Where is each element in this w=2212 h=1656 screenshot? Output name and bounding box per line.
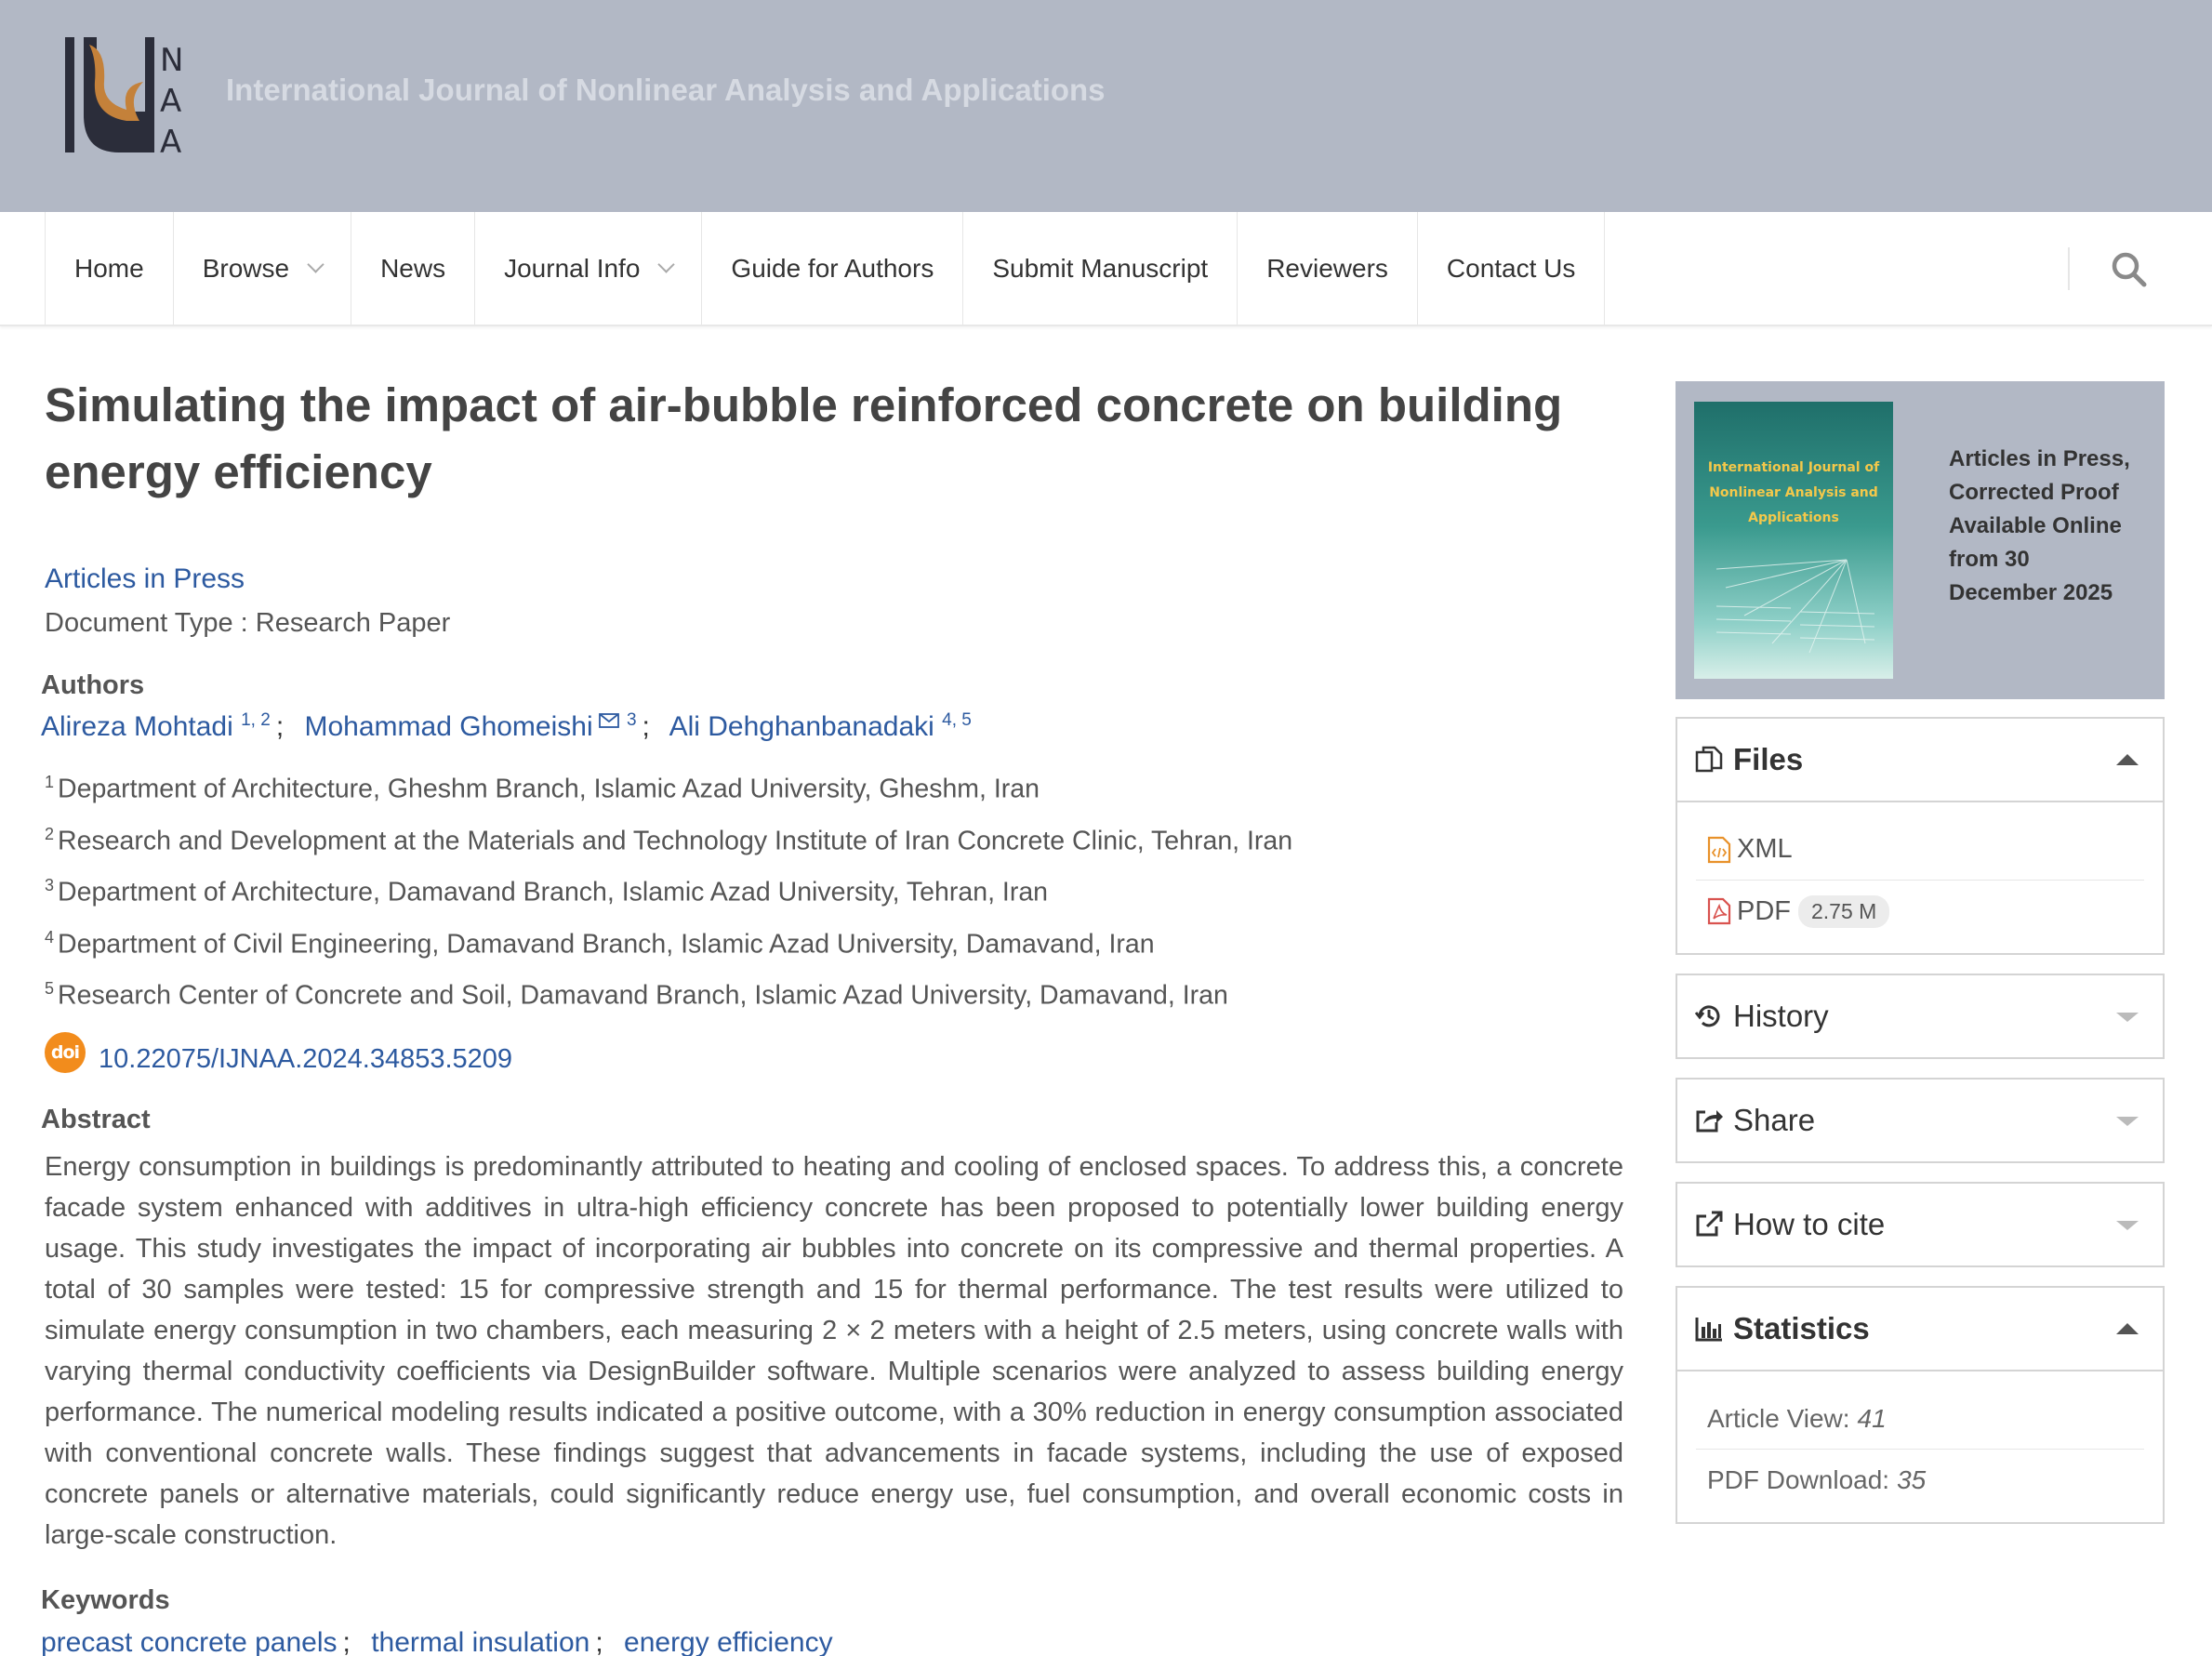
affiliation-number: 4 [45,927,55,947]
article-title: Simulating the impact of air-bubble reinforced concrete on building energy efficiency [45,378,1563,498]
bar-chart-icon [1694,1314,1724,1344]
article-main [41,372,1622,1656]
stat-label: Article View: [1707,1403,1850,1433]
cover-artwork [1707,550,1880,662]
author-list [41,710,1622,743]
cover-title-line: Applications [1748,510,1839,525]
statistics-panel-title: Statistics [1733,1311,1870,1345]
pdf-file-icon [1707,897,1731,925]
nav-item-home[interactable] [46,212,174,325]
file-size-badge: 2.75 M [1798,895,1889,928]
files-panel [1676,717,2165,955]
affiliation-item [45,812,1622,864]
history-panel-toggle[interactable] [1677,975,2163,1057]
statistics-panel [1676,1286,2165,1524]
journal-cover-image[interactable] [1694,402,1893,679]
file-label: XML [1737,834,1793,864]
share-panel-toggle[interactable] [1677,1080,2163,1161]
how-to-cite-panel [1676,1182,2165,1267]
affiliation-text: Research and Development at the Materials and Technology Institute of Iran Concrete Clinic, Tehran, Iran [58,826,1293,855]
xml-file-icon [1707,836,1731,864]
file-label: PDF [1737,895,1791,926]
site-header [0,0,2212,212]
main-navbar [0,212,2212,326]
author-name: Mohammad Ghomeishi [304,711,593,742]
affiliation-list [45,760,1622,1018]
stat-value: 41 [1857,1403,1887,1433]
doi-icon: doi [45,1032,86,1073]
keyword-list [41,1627,1622,1656]
issue-info [1949,443,2144,610]
caret-down-icon [2116,1117,2139,1126]
svg-text:N: N [160,42,184,79]
issue-info-line: December 2025 [1949,580,2113,605]
nav-item-reviewers[interactable] [1238,212,1418,325]
affiliation-text: Department of Architecture, Gheshm Branch, Islamic Azad University, Gheshm, Iran [58,774,1040,804]
nav-label: Guide for Authors [731,253,934,283]
statistics-panel-toggle[interactable] [1677,1288,2163,1370]
document-type-value: Research Paper [255,608,451,638]
author-link[interactable] [669,711,972,742]
search-icon[interactable] [2109,249,2150,290]
keyword-separator: ; [595,1626,603,1656]
author-name: Alireza Mohtadi [41,711,233,742]
caret-up-icon [2116,754,2139,765]
affiliation-text: Department of Civil Engineering, Damavand Branch, Islamic Azad University, Damavand, Iran [58,929,1155,959]
author-link[interactable] [305,711,637,742]
files-panel-body [1677,801,2163,957]
affiliation-item [45,760,1622,812]
caret-up-icon [2116,1323,2139,1334]
cover-title-line: Nonlinear Analysis and [1709,485,1878,500]
affiliation-text: Research Center of Concrete and Soil, Damavand Branch, Islamic Azad University, Damavand, Iran [58,980,1228,1011]
history-icon [1694,1001,1724,1031]
nav-item-contact-us[interactable] [1418,212,1606,325]
nav-menu [45,212,1605,325]
abstract-text: Energy consumption in buildings is predominantly attributed to heating and cooling of enclosed spaces. To address this, a concrete facade system enhanced with additives in ultra-high efficiency concrete has been proposed to potentially lower building energy usage. This study investigates the impact of incorporating air bubbles into concrete on its compressive and thermal properties. A total of 30 samples were tested: 15 for compressive strength and 15 for thermal performance. The test results were utilized to simulate energy consumption in two chambers, each measuring 2 × 2 meters with a height of 2.5 meters, using concrete walls with varying thermal conductivity coefficients via DesignBuilder software. Multiple scenarios were analyzed to assess building energy performance. The numerical modeling results indicated a positive outcome, with a 30% reduction in energy consumption associated with conventional concrete walls. These findings suggest that advancements in facade systems, including the use of exposed concrete panels or alternative materials, could significantly reduce energy use, fuel consumption, and overall economic costs in large-scale construction. [45,1151,1623,1550]
article-view-stat [1696,1388,2144,1450]
author-separator: ; [275,711,285,742]
document-type [45,608,1622,639]
affiliation-text: Department of Architecture, Damavand Branch, Islamic Azad University, Tehran, Iran [58,877,1049,907]
share-panel [1676,1078,2165,1163]
author-affiliation-ref: 4, 5 [942,710,972,730]
nav-label: Journal Info [504,253,641,283]
doi-link[interactable]: 10.22075/IJNAA.2024.34853.5209 [99,1043,513,1074]
svg-text:A: A [160,83,182,120]
history-panel [1676,974,2165,1059]
keyword-link[interactable]: energy efficiency [624,1626,833,1656]
nav-divider [2068,247,2070,290]
statistics-panel-body [1677,1370,2163,1526]
author-separator: ; [642,711,650,742]
affiliation-number: 2 [45,824,55,843]
chevron-down-icon [658,256,675,272]
issue-info-line: Available Online [1949,513,2122,538]
issue-box [1676,381,2165,699]
caret-down-icon [2116,1221,2139,1230]
share-panel-title: Share [1733,1103,1816,1137]
nav-item-journal-info[interactable] [475,212,702,325]
journal-logo[interactable] [63,33,199,158]
nav-label: Home [74,253,144,283]
stat-label: PDF Download: [1707,1465,1890,1494]
affiliation-number: 5 [45,979,55,998]
affiliation-number: 3 [45,876,55,894]
author-link[interactable] [41,711,271,742]
keyword-link[interactable]: precast concrete panels [41,1626,338,1656]
cover-title [1694,456,1893,531]
stat-value: 35 [1897,1465,1927,1494]
pdf-download-stat [1696,1450,2144,1511]
files-panel-toggle[interactable] [1677,719,2163,801]
keywords-heading: Keywords [41,1584,170,1615]
keyword-separator: ; [342,1626,351,1656]
journal-title[interactable]: International Journal of Nonlinear Analysis and Applications [226,73,1106,107]
file-xml[interactable] [1696,819,2144,881]
nav-item-guide-for-authors[interactable] [702,212,963,325]
author-affiliation-ref: 3 [626,710,637,730]
authors-heading: Authors [41,670,145,700]
articles-in-press-link[interactable]: Articles in Press [45,563,245,594]
issue-info-line[interactable]: Articles in Press, [1949,446,2130,471]
nav-label: Reviewers [1266,253,1388,283]
cover-title-line: International Journal of [1707,460,1880,475]
chevron-down-icon [307,256,324,272]
document-type-label: Document Type : [45,608,256,638]
nav-label: Contact Us [1446,253,1576,283]
nav-label: News [380,253,446,283]
author-name: Ali Dehghanbanadaki [669,711,934,742]
keyword-link[interactable]: thermal insulation [371,1626,590,1656]
nav-item-browse[interactable] [174,212,351,325]
doi-row [45,1031,1622,1075]
nav-item-submit-manuscript[interactable] [963,212,1238,325]
envelope-icon[interactable] [599,713,619,728]
affiliation-item [45,966,1622,1018]
affiliation-item [45,863,1622,915]
nav-label: Browse [202,253,290,283]
author-affiliation-ref: 1, 2 [241,710,271,730]
affiliation-item [45,915,1622,967]
issue-info-line: from 30 [1949,547,2030,572]
nav-item-news[interactable] [351,212,475,325]
share-icon [1694,1106,1724,1135]
how-to-cite-panel-title: How to cite [1733,1207,1886,1241]
affiliation-number: 1 [45,773,55,791]
copy-icon [1694,745,1724,775]
how-to-cite-panel-toggle[interactable] [1677,1184,2163,1265]
external-link-icon [1694,1210,1724,1239]
history-panel-title: History [1733,999,1829,1033]
nav-label: Submit Manuscript [992,253,1209,283]
issue-info-line: Corrected Proof [1949,480,2119,505]
files-panel-title: Files [1733,742,1804,776]
caret-down-icon [2116,1013,2139,1022]
abstract-heading: Abstract [41,1104,151,1134]
file-pdf[interactable] [1696,881,2144,942]
svg-text:A: A [160,124,182,158]
